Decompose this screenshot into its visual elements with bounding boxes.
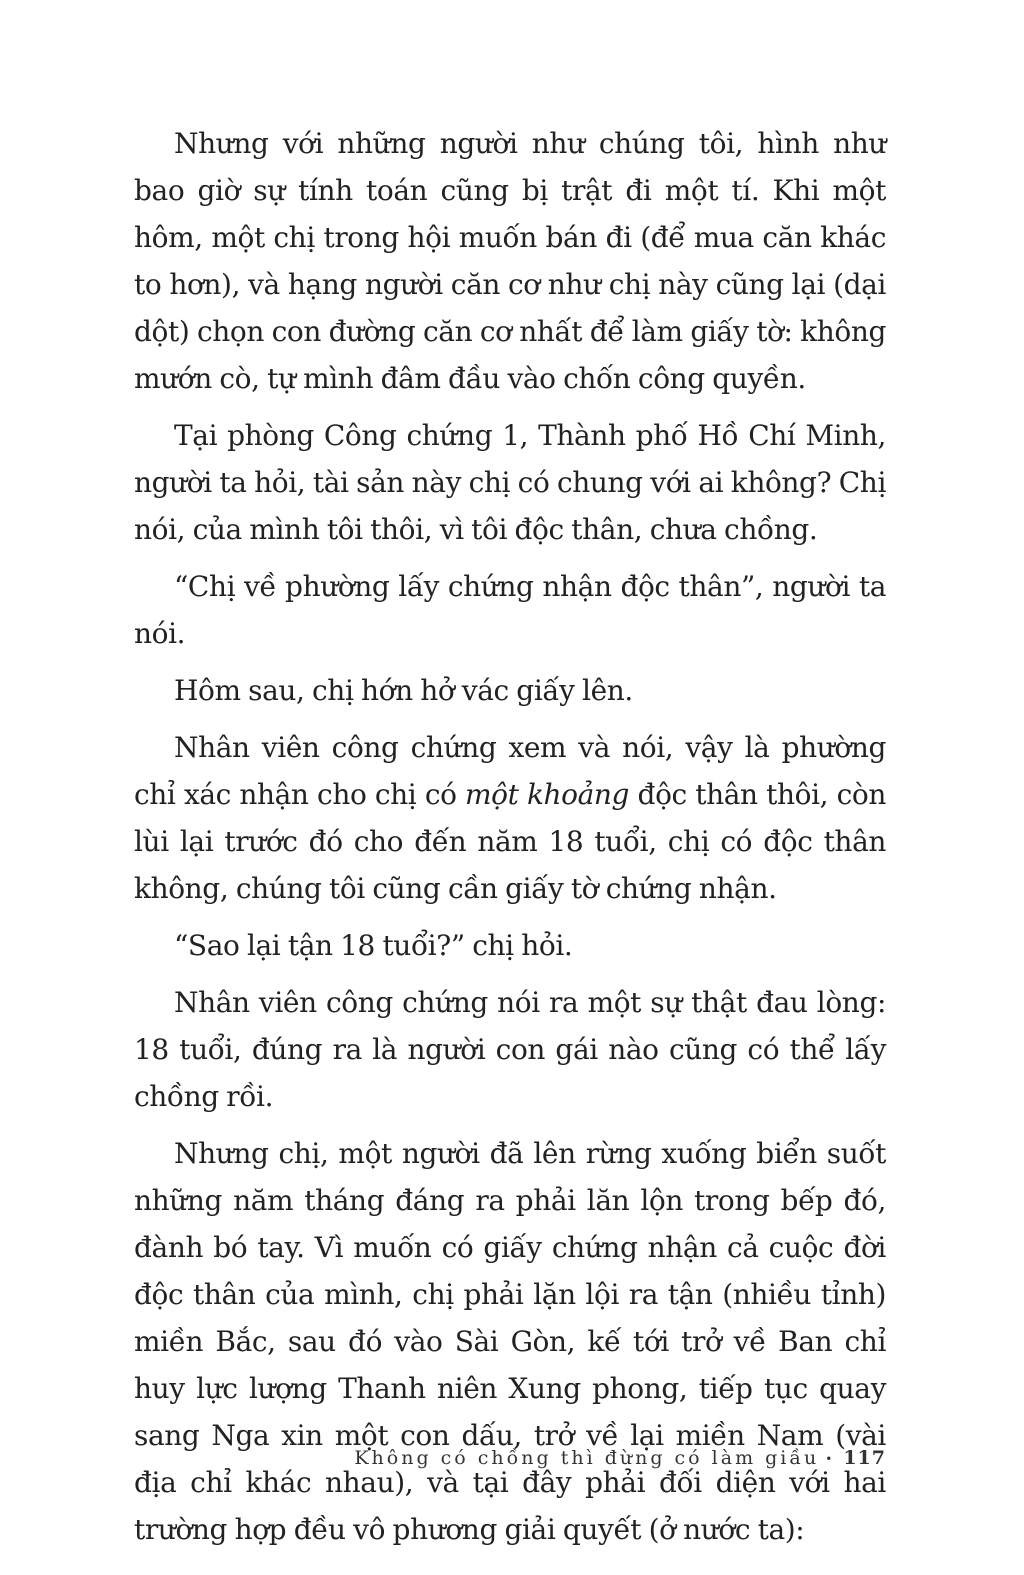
paragraph xyxy=(134,563,886,657)
running-title: Không có chồng thì đừng có làm giầu xyxy=(354,1447,820,1469)
body-text xyxy=(134,120,886,1553)
paragraph xyxy=(134,120,886,402)
paragraph-text: Hôm sau, chị hớn hở vác giấy lên. xyxy=(174,674,633,707)
paragraph xyxy=(134,979,886,1120)
emphasized-phrase: một khoảng xyxy=(465,778,630,811)
paragraph-text: Nhưng chị, một người đã lên rừng xuống biển suốt những năm tháng đáng ra phải lăn lộn trong bếp đó, đành bó tay. Vì muốn có giấy chứng nhận cả cuộc đời độc thân của mình, chị phải lặn lội ra tận (nhiều tỉnh) miền Bắc, sau đó vào Sài Gòn, kế tới trở về Ban chỉ huy lực lượng Thanh niên Xung phong, tiếp tục quay sang Nga xin một con dấu, trở về lại miền Nam (vài địa chỉ khác nhau), và tại đây phải đối diện với hai trường hợp đều vô phương giải quyết (ở nước ta): xyxy=(134,1137,886,1546)
bullet-separator: • xyxy=(825,1452,836,1466)
paragraph xyxy=(134,724,886,912)
paragraph xyxy=(134,412,886,553)
paragraph-text: Tại phòng Công chứng 1, Thành phố Hồ Chí Minh, người ta hỏi, tài sản này chị có chung với ai không? Chị nói, của mình tôi thôi, vì tôi độc thân, chưa chồng. xyxy=(134,419,886,546)
page-number: 117 xyxy=(843,1447,886,1469)
paragraph xyxy=(134,667,886,714)
paragraph-text: “Chị về phường lấy chứng nhận độc thân”, người ta nói. xyxy=(134,570,886,650)
paragraph xyxy=(134,1130,886,1553)
paragraph-text: Nhân viên công chứng nói ra một sự thật đau lòng: 18 tuổi, đúng ra là người con gái nào cũng có thể lấy chồng rồi. xyxy=(134,986,886,1113)
paragraph-text: “Sao lại tận 18 tuổi?” chị hỏi. xyxy=(174,929,573,962)
page-footer xyxy=(354,1447,886,1469)
paragraph-text: độc thân thôi, còn lùi lại trước đó cho đến năm 18 tuổi, chị có độc thân không, chúng tôi cũng cần giấy tờ chứng nhận. xyxy=(134,778,886,905)
paragraph-text: Nhân viên công chứng xem và nói, vậy là phường chỉ xác nhận cho chị có xyxy=(134,731,886,811)
paragraph xyxy=(134,922,886,969)
paragraph-text: Nhưng với những người như chúng tôi, hình như bao giờ sự tính toán cũng bị trật đi một tí. Khi một hôm, một chị trong hội muốn bán đi (để mua căn khác to hơn), và hạng người căn cơ như chị này cũng lại (dại dột) chọn con đường căn cơ nhất để làm giấy tờ: không mướn cò, tự mình đâm đầu vào chốn công quyền. xyxy=(134,127,886,395)
